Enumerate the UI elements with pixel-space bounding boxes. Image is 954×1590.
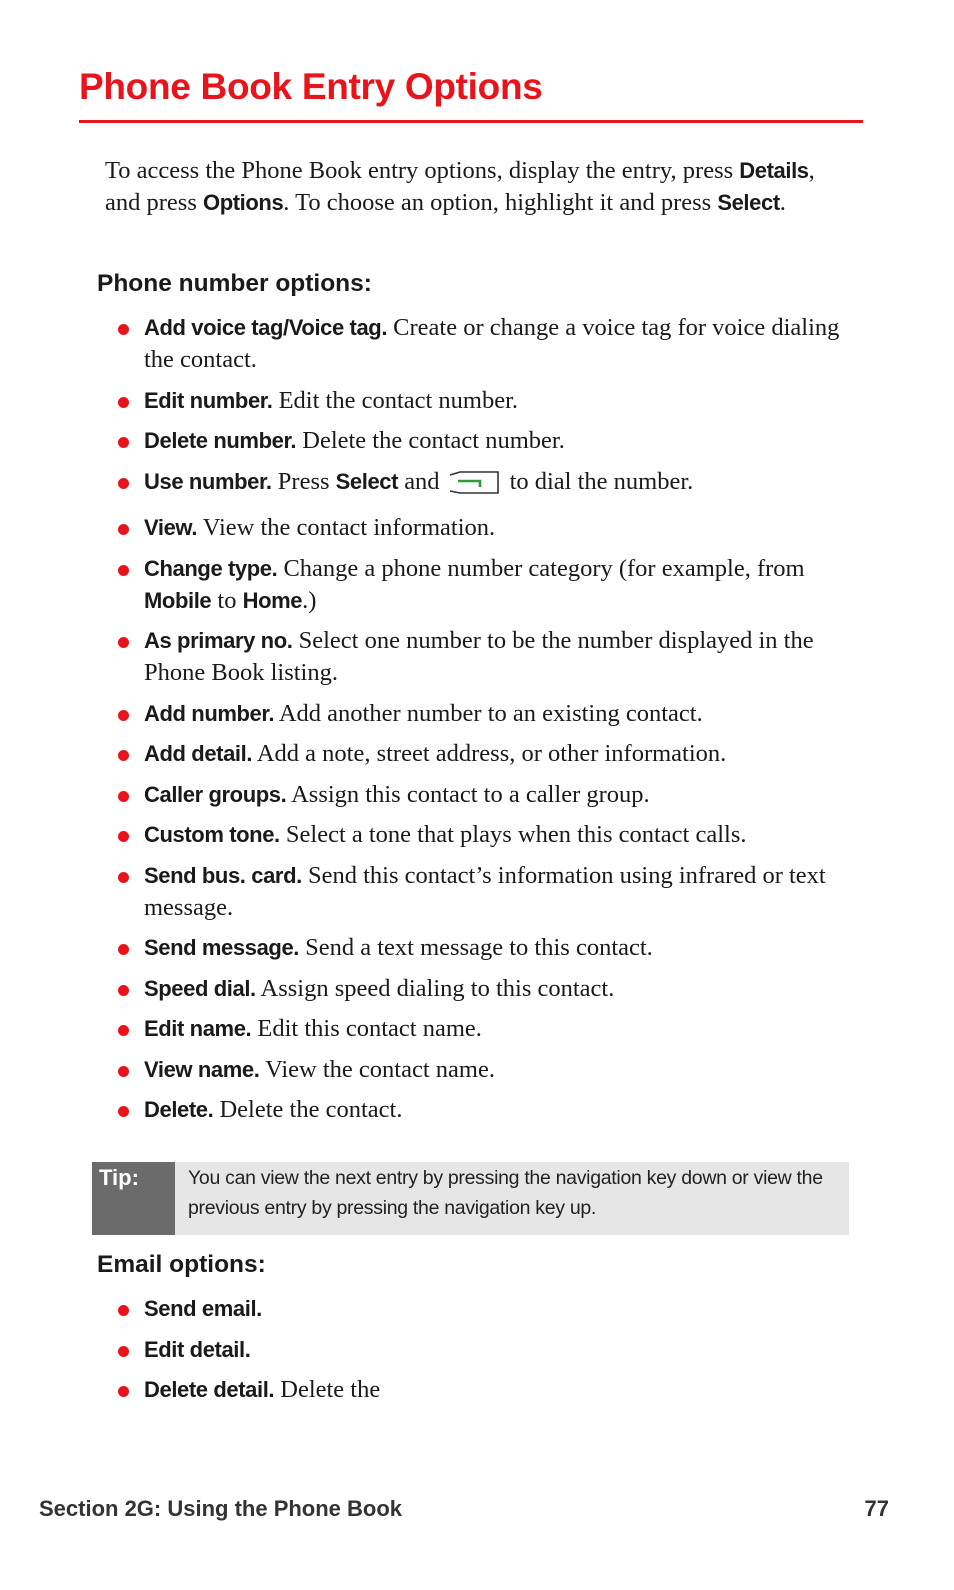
option-keyword-mobile: Mobile: [144, 587, 212, 613]
phone-options-list: [115, 312, 855, 1135]
tip-label: Tip:: [92, 1162, 175, 1235]
bullet-icon: [118, 565, 129, 576]
list-item: [115, 625, 855, 689]
bullet-icon: [118, 478, 129, 489]
option-label: Change type.: [144, 555, 278, 581]
intro-paragraph: [105, 155, 845, 219]
page-footer: [39, 1496, 889, 1526]
list-item: [115, 819, 855, 851]
option-description: Add another number to an existing contact.: [274, 699, 703, 727]
title-divider: [79, 120, 863, 123]
option-description: Press: [271, 467, 336, 495]
bullet-icon: [118, 637, 129, 648]
option-description: to dial the number.: [509, 467, 694, 495]
list-item: [115, 512, 855, 544]
footer-section-title: Section 2G: Using the Phone Book: [39, 1496, 403, 1521]
list-item: [115, 312, 855, 376]
list-item: [115, 385, 855, 417]
option-label: Add voice tag/Voice tag.: [144, 315, 388, 340]
list-item: [115, 698, 855, 730]
option-label: Speed dial.: [144, 975, 256, 1001]
list-item: [115, 553, 855, 617]
option-label: As primary no.: [144, 628, 293, 653]
option-description: Change a phone number category (for example, from: [277, 554, 805, 582]
email-options-list: [115, 1293, 855, 1415]
tip-box: [92, 1162, 849, 1235]
option-label: View.: [144, 515, 198, 540]
list-item: [115, 1293, 855, 1325]
talk-key-icon: [448, 469, 500, 504]
option-label: Add detail.: [144, 741, 253, 766]
option-description: Send this contact’s information using infrared or text message.: [144, 861, 826, 921]
option-label: Delete number.: [144, 428, 297, 453]
option-label: Use number.: [144, 468, 272, 494]
option-keyword-select: Select: [335, 468, 399, 494]
option-label: Send bus. card.: [144, 862, 302, 888]
intro-text: To access the Phone Book entry options, display the entry, press: [105, 157, 740, 184]
page-number: 77: [864, 1496, 889, 1521]
list-item: [115, 1094, 855, 1126]
list-item: [115, 1374, 855, 1406]
option-keyword-home: Home: [242, 587, 303, 613]
option-description: Assign speed dialing to this contact.: [255, 974, 615, 1002]
bullet-icon: [118, 524, 129, 535]
option-description: Select one number to be the number displayed in the Phone Book listing.: [144, 627, 814, 686]
intro-text: . To choose an option, highlight it and press: [283, 189, 718, 216]
option-description: View the contact information.: [197, 514, 496, 541]
list-item: [115, 1334, 855, 1366]
option-description: Add a note, street address, or other information.: [252, 740, 727, 767]
bullet-icon: [118, 1066, 129, 1077]
option-description: Create or change a voice tag for voice dialing the contact.: [144, 314, 840, 373]
option-label: Delete.: [144, 1097, 214, 1122]
list-item: [115, 973, 855, 1005]
option-label: Add number.: [144, 700, 275, 726]
option-label: Send message.: [144, 935, 299, 960]
option-label: Edit number.: [144, 387, 273, 413]
bullet-icon: [118, 1386, 129, 1397]
option-label: View name.: [144, 1056, 260, 1082]
list-item: [115, 932, 855, 964]
list-item: [115, 1013, 855, 1045]
intro-keyword-details: Details: [739, 158, 809, 183]
option-label: Edit detail.: [144, 1336, 251, 1362]
list-item: [115, 738, 855, 770]
bullet-icon: [118, 831, 129, 842]
option-description: View the contact name.: [259, 1055, 495, 1083]
intro-text: , and press: [105, 157, 815, 216]
list-item: [115, 466, 855, 504]
option-description: Delete the: [274, 1376, 381, 1403]
option-description: Select a tone that plays when this contact calls.: [279, 821, 747, 848]
email-options-heading: Email options:: [97, 1251, 266, 1278]
option-description: to: [211, 586, 243, 614]
bullet-icon: [118, 1346, 129, 1357]
page-title: Phone Book Entry Options: [79, 66, 543, 107]
bullet-icon: [118, 1305, 129, 1316]
bullet-icon: [118, 1106, 129, 1117]
bullet-icon: [118, 397, 129, 408]
bullet-icon: [118, 944, 129, 955]
bullet-icon: [118, 437, 129, 448]
bullet-icon: [118, 985, 129, 996]
option-description: Edit the contact number.: [272, 386, 519, 414]
option-label: Delete detail.: [144, 1377, 275, 1402]
bullet-icon: [118, 791, 129, 802]
bullet-icon: [118, 872, 129, 883]
option-description: and: [398, 467, 440, 495]
tip-text: You can view the next entry by pressing the navigation key down or view the previous entry by pressing the navigation key up.: [188, 1167, 823, 1219]
list-item: [115, 425, 855, 457]
option-description: Edit this contact name.: [251, 1015, 482, 1042]
bullet-icon: [118, 710, 129, 721]
list-item: [115, 860, 855, 924]
phone-options-heading: Phone number options:: [97, 270, 372, 297]
intro-keyword-select: Select: [717, 190, 780, 215]
option-description: Send a text message to this contact.: [299, 934, 653, 961]
bullet-icon: [118, 750, 129, 761]
intro-text: .: [779, 189, 786, 216]
bullet-icon: [118, 324, 129, 335]
option-label: Send email.: [144, 1296, 262, 1321]
intro-keyword-options: Options: [202, 190, 284, 215]
list-item: [115, 779, 855, 811]
option-description: Delete the contact.: [213, 1096, 403, 1123]
option-description: Assign this contact to a caller group.: [286, 780, 650, 808]
option-label: Caller groups.: [144, 781, 287, 807]
bullet-icon: [118, 1025, 129, 1036]
option-label: Edit name.: [144, 1016, 252, 1041]
option-description: Delete the contact number.: [296, 427, 565, 454]
list-item: [115, 1054, 855, 1086]
option-label: Custom tone.: [144, 822, 280, 847]
option-description: .): [302, 586, 317, 614]
